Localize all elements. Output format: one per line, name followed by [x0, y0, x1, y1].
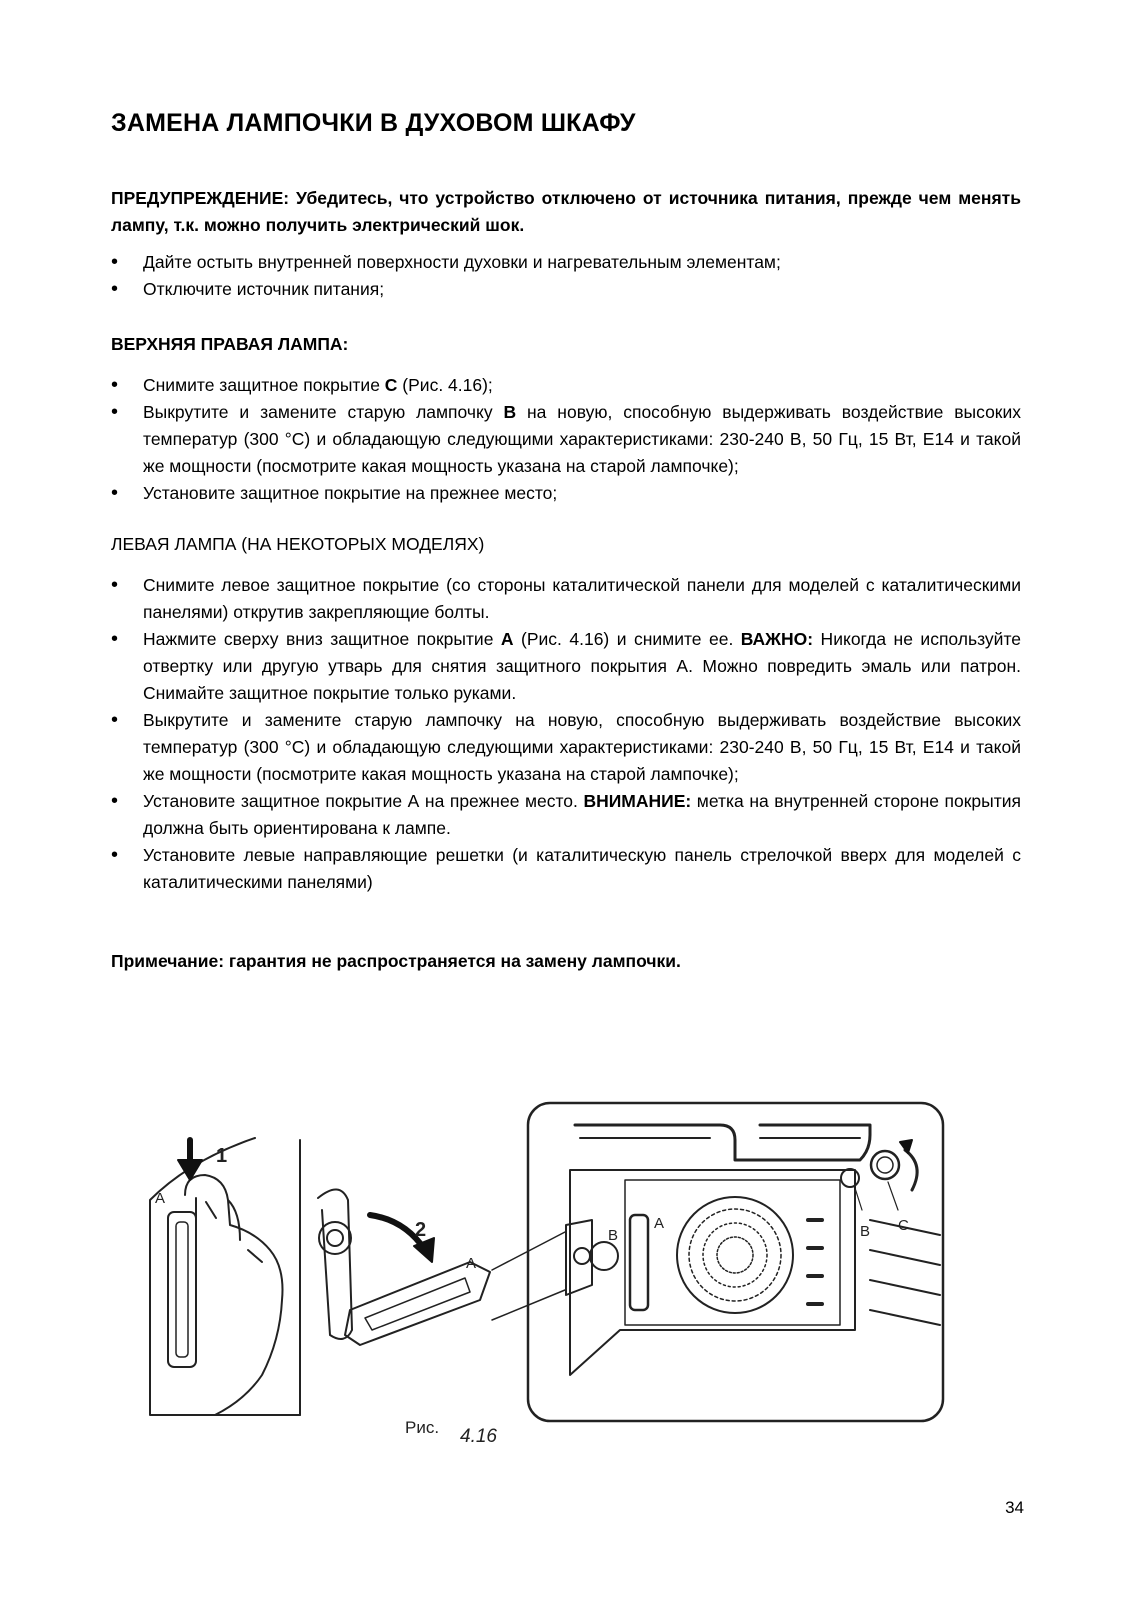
- cover-a-frame: [168, 1212, 196, 1367]
- list-item: • Снимите защитное покрытие С (Рис. 4.16);: [111, 372, 1021, 399]
- heating-element: [575, 1125, 870, 1160]
- label-a: A: [654, 1215, 665, 1232]
- note-text: Примечание: гарантия не распространяется на замену лампочки.: [111, 951, 681, 971]
- section-heading-left-lamp: ЛЕВАЯ ЛАМПА (НА НЕКОТОРЫХ МОДЕЛЯХ): [111, 534, 485, 554]
- page-number: 34: [1005, 1498, 1024, 1517]
- list-item: • Снимите левое защитное покрытие (со стороны каталитической панели для моделей с каталитическими панелями) открутив закрепляющие болты.: [111, 572, 1021, 626]
- figure-caption-number: 4.16: [460, 1426, 497, 1447]
- upper-cover-c: [877, 1157, 893, 1173]
- label-a: A: [466, 1255, 477, 1272]
- section-heading-upper-right: ВЕРХНЯЯ ПРАВАЯ ЛАМПА:: [111, 334, 349, 354]
- list-item: • Выкрутите и замените старую лампочку на новую, способную выдерживать воздействие высоких температур (300 °С) и обладающую следующими характеристиками: 230-240 В, 50 Гц, 15 Вт, Е14 и такой же мощности (посмотрите какая мощность указана на старой лампочке);: [111, 707, 1021, 788]
- left-panel-outline: [150, 1138, 300, 1415]
- list-item: • Дайте остыть внутренней поверхности духовки и нагревательным элементам;: [111, 249, 1021, 276]
- list-item: • Установите защитное покрытие на прежнее место;: [111, 480, 1021, 507]
- upper-lamp-b: [841, 1169, 859, 1187]
- step-1-label: 1: [216, 1145, 228, 1167]
- list-item: • Отключите источник питания;: [111, 276, 1021, 303]
- hand-drawing: [185, 1175, 283, 1415]
- label-b: B: [860, 1223, 871, 1240]
- warning-text: ПРЕДУПРЕЖДЕНИЕ: Убедитесь, что устройство отключено от источника питания, прежде чем менять лампу, т.к. можно получить электрический шок.: [111, 188, 1021, 235]
- label-c: C: [898, 1217, 909, 1234]
- label-b: B: [608, 1227, 619, 1244]
- step-2-label: 2: [415, 1219, 427, 1241]
- label-a: A: [155, 1190, 166, 1207]
- fan-grill: [677, 1197, 793, 1313]
- figure-caption-word: Рис.: [405, 1418, 440, 1437]
- oven-cover-a: [630, 1215, 648, 1310]
- lamp-holder: [318, 1189, 352, 1339]
- rotate-arrow-icon: [905, 1150, 917, 1190]
- list-item: • Установите защитное покрытие А на прежнее место. ВНИМАНИЕ: метка на внутренней стороне покрытия должна быть ориентирована к лампе.: [111, 788, 1021, 842]
- cover-a-removed: [345, 1262, 490, 1345]
- list-item: • Установите левые направляющие решетки (и каталитическую панель стрелочкой вверх для моделей с каталитическими панелями): [111, 842, 1021, 896]
- list-item: • Нажмите сверху вниз защитное покрытие А (Рис. 4.16) и снимите ее. ВАЖНО: Никогда не используйте отвертку или другую утварь для снятия защитного покрытия А. Можно повредить эмаль или патрон. Снимайте защитное покрытие только руками.: [111, 626, 1021, 707]
- list-item: • Выкрутите и замените старую лампочку В на новую, способную выдерживать воздействие высоких температур (300 °С) и обладающую следующими характеристиками: 230-240 В, 50 Гц, 15 Вт, Е14 и такой же мощности (посмотрите какая мощность указана на старой лампочке);: [111, 399, 1021, 480]
- page-title: ЗАМЕНА ЛАМПОЧКИ В ДУХОВОМ ШКАФУ: [111, 109, 636, 137]
- oven-lamp-b: [590, 1242, 618, 1270]
